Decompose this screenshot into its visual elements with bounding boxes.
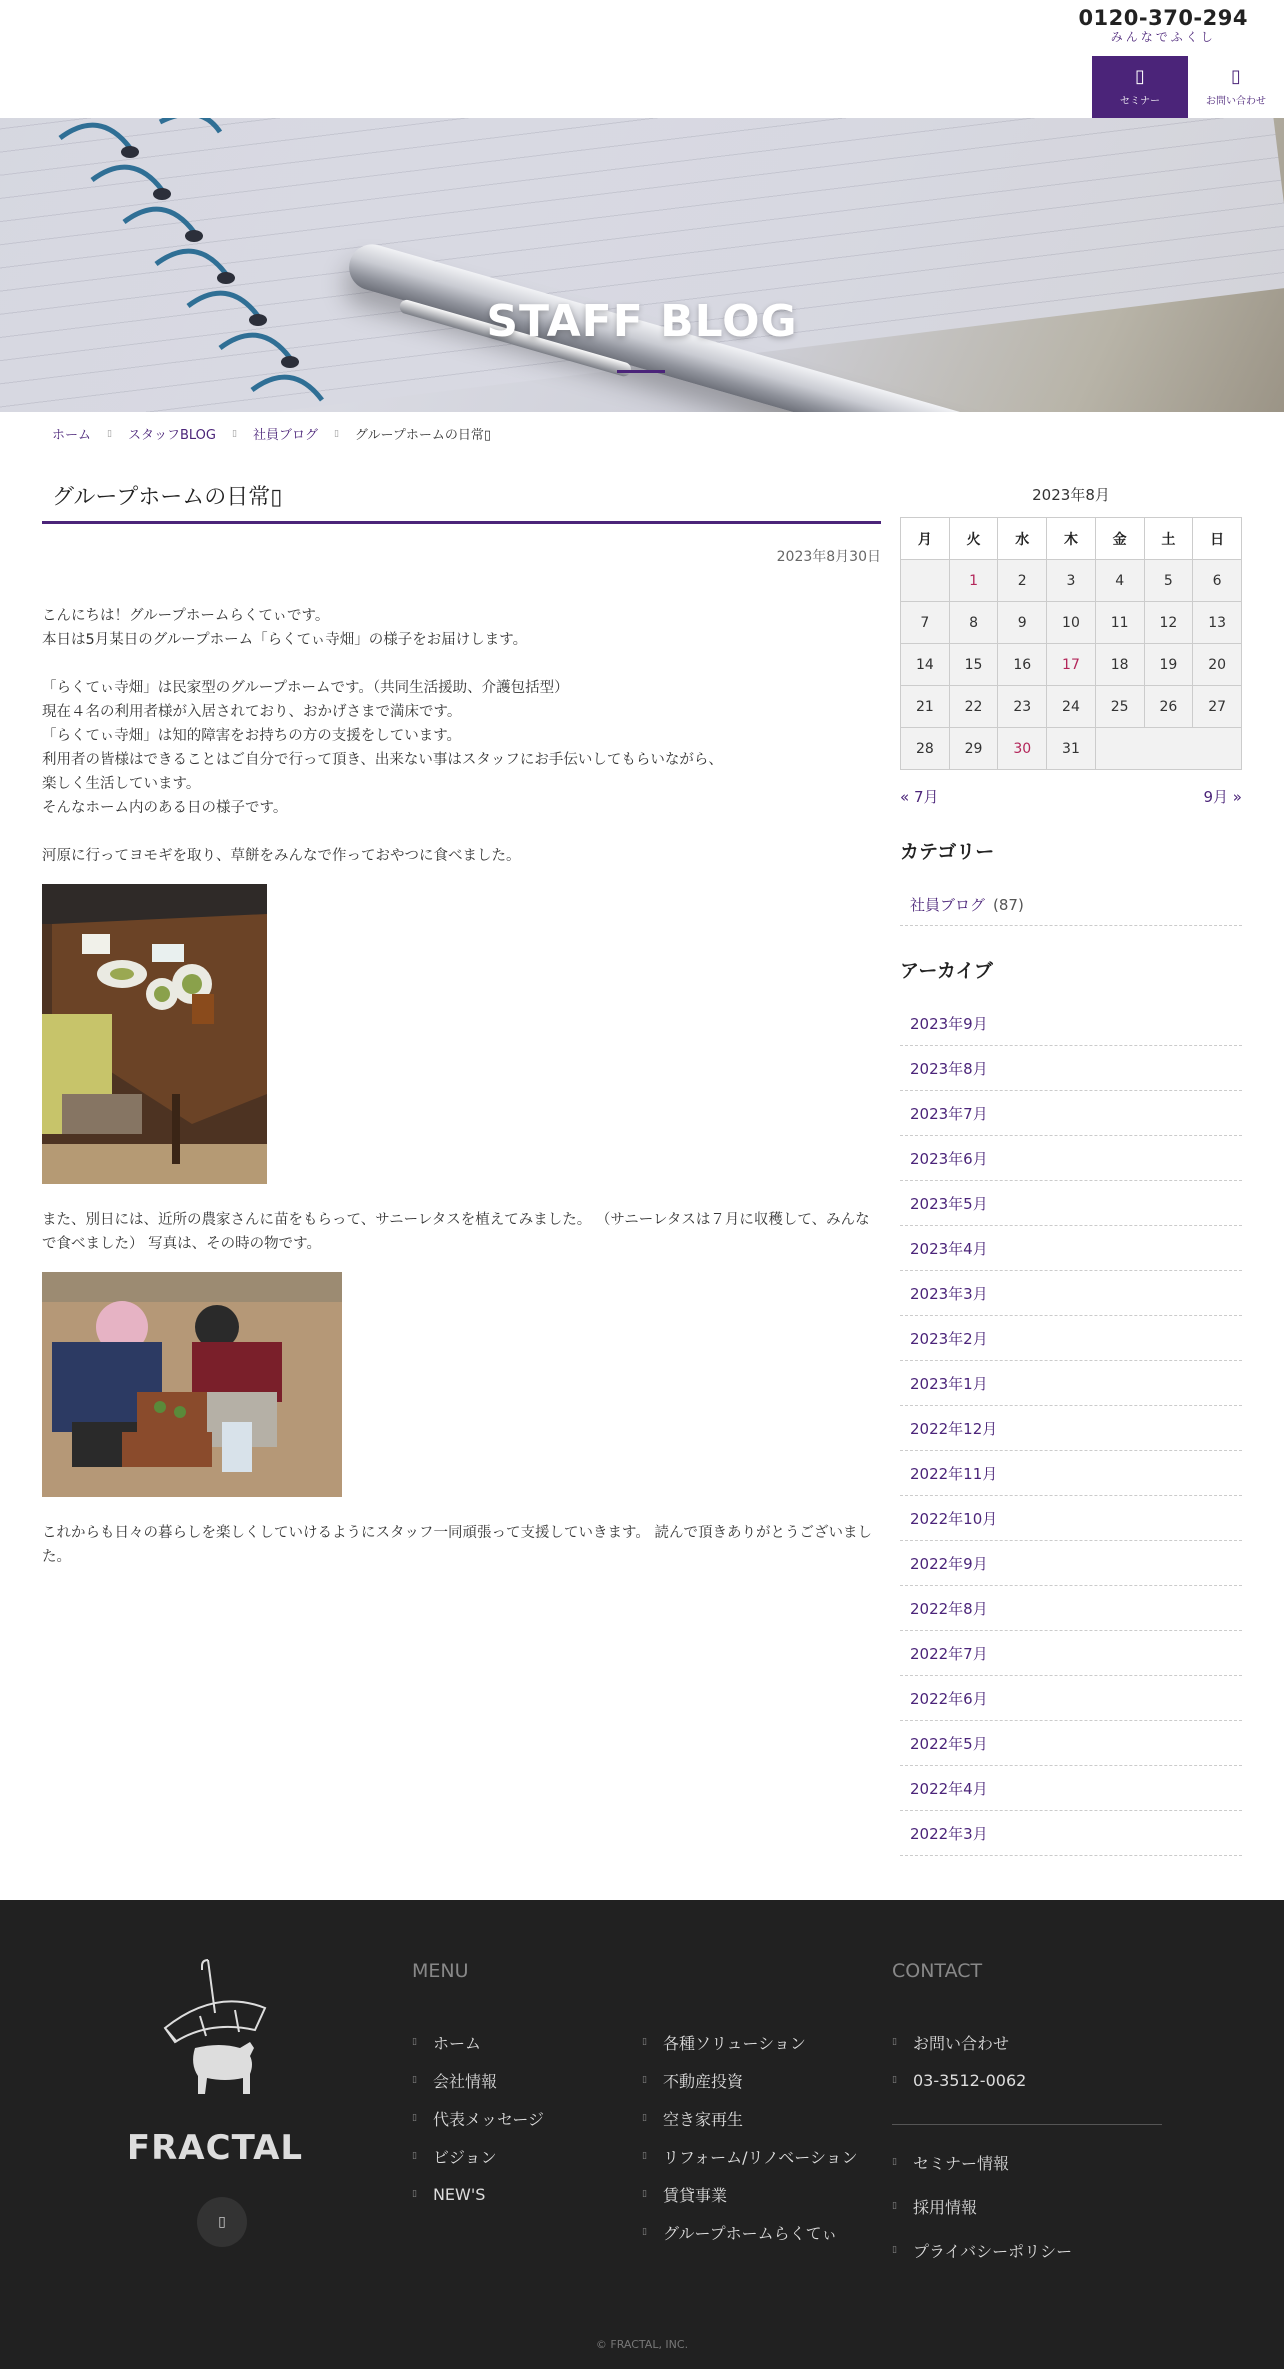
- archive-item[interactable]: 2022年8月: [900, 1586, 1242, 1631]
- calendar-day: 4: [1095, 560, 1144, 602]
- calendar-day: 10: [1047, 602, 1096, 644]
- umbrella-dog-logo-icon: [140, 1958, 290, 2098]
- contact-label: お問い合わせ: [1206, 95, 1266, 107]
- hero-banner: [0, 118, 1284, 412]
- phone-block[interactable]: [1078, 6, 1248, 45]
- calendar: [900, 517, 1242, 770]
- archive-item[interactable]: 2023年3月: [900, 1271, 1242, 1316]
- category-item[interactable]: 社員ブログ (87): [900, 886, 1242, 926]
- calendar-weekday: 金: [1095, 518, 1144, 560]
- mail-icon: ▯: [1231, 65, 1241, 87]
- breadcrumb-blog[interactable]: スタッフBLOG: [127, 428, 216, 443]
- calendar-day: 28: [901, 728, 950, 770]
- calendar-day: 26: [1144, 686, 1193, 728]
- breadcrumb-separator-icon: ▯: [333, 428, 339, 439]
- archive-item[interactable]: 2023年2月: [900, 1316, 1242, 1361]
- categories-list: [900, 886, 1242, 926]
- calendar-day: 6: [1193, 560, 1242, 602]
- calendar-day: 23: [998, 686, 1047, 728]
- site-footer: [0, 1900, 1284, 2369]
- post-photo-mochi[interactable]: [42, 884, 267, 1184]
- calendar-caption: 2023年8月: [1032, 486, 1110, 504]
- breadcrumb-category[interactable]: 社員ブログ: [252, 428, 318, 443]
- categories-title: カテゴリー: [900, 841, 995, 863]
- footer-link[interactable]: ▯ セミナー情報: [892, 2140, 1072, 2184]
- archive-item[interactable]: 2022年11月: [900, 1451, 1242, 1496]
- calendar-day: 5: [1144, 560, 1193, 602]
- calendar-day: 9: [998, 602, 1047, 644]
- facebook-icon[interactable]: ▯: [197, 2197, 247, 2247]
- copyright: © FRACTAL, INC.: [595, 2338, 689, 2351]
- footer-divider: [892, 2124, 1162, 2125]
- calendar-day: 25: [1095, 686, 1144, 728]
- calendar-day: 13: [1193, 602, 1242, 644]
- seminar-label: セミナー: [1120, 95, 1160, 107]
- footer-menu-link[interactable]: ▯ NEW'S: [412, 2175, 544, 2213]
- footer-contact-list: [892, 2023, 1026, 2099]
- calendar-day: 24: [1047, 686, 1096, 728]
- phone-number[interactable]: 0120-370-294: [1078, 6, 1248, 30]
- footer-menu-link[interactable]: ▯ グループホームらくてぃ: [642, 2213, 858, 2251]
- calendar-weekday: 土: [1144, 518, 1193, 560]
- header-buttons: [1092, 56, 1284, 118]
- footer-menu-link[interactable]: ▯ ホーム: [412, 2023, 544, 2061]
- calendar-weekday: 日: [1193, 518, 1242, 560]
- footer-menu-col2: [642, 2023, 858, 2251]
- footer-contact-link[interactable]: ▯ お問い合わせ: [892, 2023, 1026, 2061]
- archives-title: アーカイブ: [900, 960, 993, 982]
- calendar-weekday: 火: [949, 518, 998, 560]
- footer-link[interactable]: ▯ 採用情報: [892, 2184, 1072, 2228]
- breadcrumb-home[interactable]: ホーム: [52, 428, 92, 443]
- post-paragraph: また、別日には、近所の農家さんに苗をもらって、サニーレタスを植えてみました。 （サニーレタスは７月に収穫して、みんなで食べました） 写真は、その時の物です。: [42, 1212, 870, 1252]
- book-icon: ▯: [1135, 65, 1145, 87]
- calendar-day: 2: [998, 560, 1047, 602]
- post-photo-lettuce[interactable]: [42, 1272, 342, 1497]
- archive-item[interactable]: 2023年5月: [900, 1181, 1242, 1226]
- footer-contact-title: CONTACT: [892, 1960, 983, 1982]
- archives-list: [900, 1001, 1242, 1856]
- footer-logo[interactable]: [140, 1958, 290, 2102]
- breadcrumb: [52, 424, 491, 443]
- archive-item[interactable]: 2022年10月: [900, 1496, 1242, 1541]
- archive-item[interactable]: 2023年8月: [900, 1046, 1242, 1091]
- calendar-empty-cell: [901, 560, 950, 602]
- archive-item[interactable]: 2022年4月: [900, 1766, 1242, 1811]
- footer-contact-link[interactable]: ▯ 03-3512-0062: [892, 2061, 1026, 2099]
- calendar-day: 27: [1193, 686, 1242, 728]
- calendar-day: 14: [901, 644, 950, 686]
- footer-menu-link[interactable]: ▯ 空き家再生: [642, 2099, 858, 2137]
- calendar-weekday: 月: [901, 518, 950, 560]
- calendar-day: 20: [1193, 644, 1242, 686]
- footer-link[interactable]: ▯ プライバシーポリシー: [892, 2228, 1072, 2272]
- hero-title: STAFF BLOG: [486, 296, 798, 347]
- footer-menu-title: MENU: [412, 1960, 469, 1982]
- archive-item[interactable]: 2022年6月: [900, 1676, 1242, 1721]
- post-paragraph: 河原に行ってヨモギを取り、草餅をみんなで作っておやつに食べました。: [42, 848, 521, 864]
- contact-button[interactable]: [1188, 56, 1284, 118]
- calendar-day[interactable]: 17: [1047, 644, 1096, 686]
- calendar-day[interactable]: 1: [949, 560, 998, 602]
- footer-menu-link[interactable]: ▯ 代表メッセージ: [412, 2099, 544, 2137]
- post-title: グループホームの日常▯: [42, 470, 881, 524]
- sidebar: [900, 470, 1242, 1856]
- archive-item[interactable]: 2022年3月: [900, 1811, 1242, 1856]
- footer-menu-link[interactable]: ▯ 賃貸事業: [642, 2175, 858, 2213]
- calendar-day: 22: [949, 686, 998, 728]
- breadcrumb-separator-icon: ▯: [231, 428, 237, 439]
- calendar-nav: [900, 786, 1242, 807]
- footer-menu-col1: [412, 2023, 544, 2213]
- seminar-button[interactable]: [1092, 56, 1188, 118]
- archive-item[interactable]: 2023年7月: [900, 1091, 1242, 1136]
- calendar-day: 15: [949, 644, 998, 686]
- footer-menu-link[interactable]: ▯ リフォーム/リノベーション: [642, 2137, 858, 2175]
- archive-item[interactable]: 2023年1月: [900, 1361, 1242, 1406]
- calendar-empty-cell: [1095, 728, 1241, 770]
- archive-item[interactable]: 2023年9月: [900, 1001, 1242, 1046]
- post-paragraph: こんにちは！グループホームらくてぃです。 本日は5月某日のグループホーム「らくてぃ寺畑」の様子をお届けします。: [42, 608, 528, 648]
- calendar-weekday: 木: [1047, 518, 1096, 560]
- calendar-prev-link[interactable]: « 7月: [900, 788, 939, 806]
- archive-item[interactable]: 2023年4月: [900, 1226, 1242, 1271]
- article: [42, 470, 881, 1593]
- footer-logo-name: FRACTAL: [126, 2128, 304, 2168]
- archive-item[interactable]: 2022年9月: [900, 1541, 1242, 1586]
- post-date: 2023年8月30日: [776, 549, 881, 565]
- phone-subtitle: みんなでふくし: [1110, 30, 1216, 44]
- footer-menu-link[interactable]: ▯ 不動産投資: [642, 2061, 858, 2099]
- calendar-day: 31: [1047, 728, 1096, 770]
- archive-item[interactable]: 2022年7月: [900, 1631, 1242, 1676]
- calendar-day: 19: [1144, 644, 1193, 686]
- calendar-day: 18: [1095, 644, 1144, 686]
- footer-menu-link[interactable]: ▯ 各種ソリューション: [642, 2023, 858, 2061]
- calendar-day: 21: [901, 686, 950, 728]
- calendar-day: 29: [949, 728, 998, 770]
- calendar-day: 11: [1095, 602, 1144, 644]
- archive-item[interactable]: 2023年6月: [900, 1136, 1242, 1181]
- footer-menu-link[interactable]: ▯ ビジョン: [412, 2137, 544, 2175]
- calendar-day: 8: [949, 602, 998, 644]
- calendar-day: 7: [901, 602, 950, 644]
- calendar-day[interactable]: 30: [998, 728, 1047, 770]
- post-paragraph: これからも日々の暮らしを楽しくしていけるようにスタッフ一同頑張って支援していきます。 読んで頂きありがとうございました。: [42, 1525, 872, 1565]
- calendar-day: 3: [1047, 560, 1096, 602]
- calendar-next-link[interactable]: 9月 »: [1203, 788, 1242, 806]
- post-paragraph: 「らくてぃ寺畑」は民家型のグループホームです。（共同生活援助、介護包括型） 現在４名の利用者様が入居されており、おかげさまで満床です。 「らくてぃ寺畑」は知的障害をお持ちの方の支援をしています。 利用者の皆様はできることはご自分で行って頂き、出来ない事はスタッフにお手伝いしてもらいながら、 楽しく生活しています。 そんなホーム内のある日の様子です。: [42, 680, 723, 816]
- post-body: [42, 604, 881, 1569]
- archive-item[interactable]: 2022年5月: [900, 1721, 1242, 1766]
- hero-title-underline: [617, 370, 665, 373]
- footer-menu-link[interactable]: ▯ 会社情報: [412, 2061, 544, 2099]
- breadcrumb-separator-icon: ▯: [107, 428, 112, 439]
- calendar-weekday: 水: [998, 518, 1047, 560]
- calendar-day: 12: [1144, 602, 1193, 644]
- footer-links-list: [892, 2140, 1072, 2272]
- breadcrumb-current: グループホームの日常▯: [354, 428, 492, 443]
- site-header: [0, 0, 1284, 118]
- calendar-day: 16: [998, 644, 1047, 686]
- archive-item[interactable]: 2022年12月: [900, 1406, 1242, 1451]
